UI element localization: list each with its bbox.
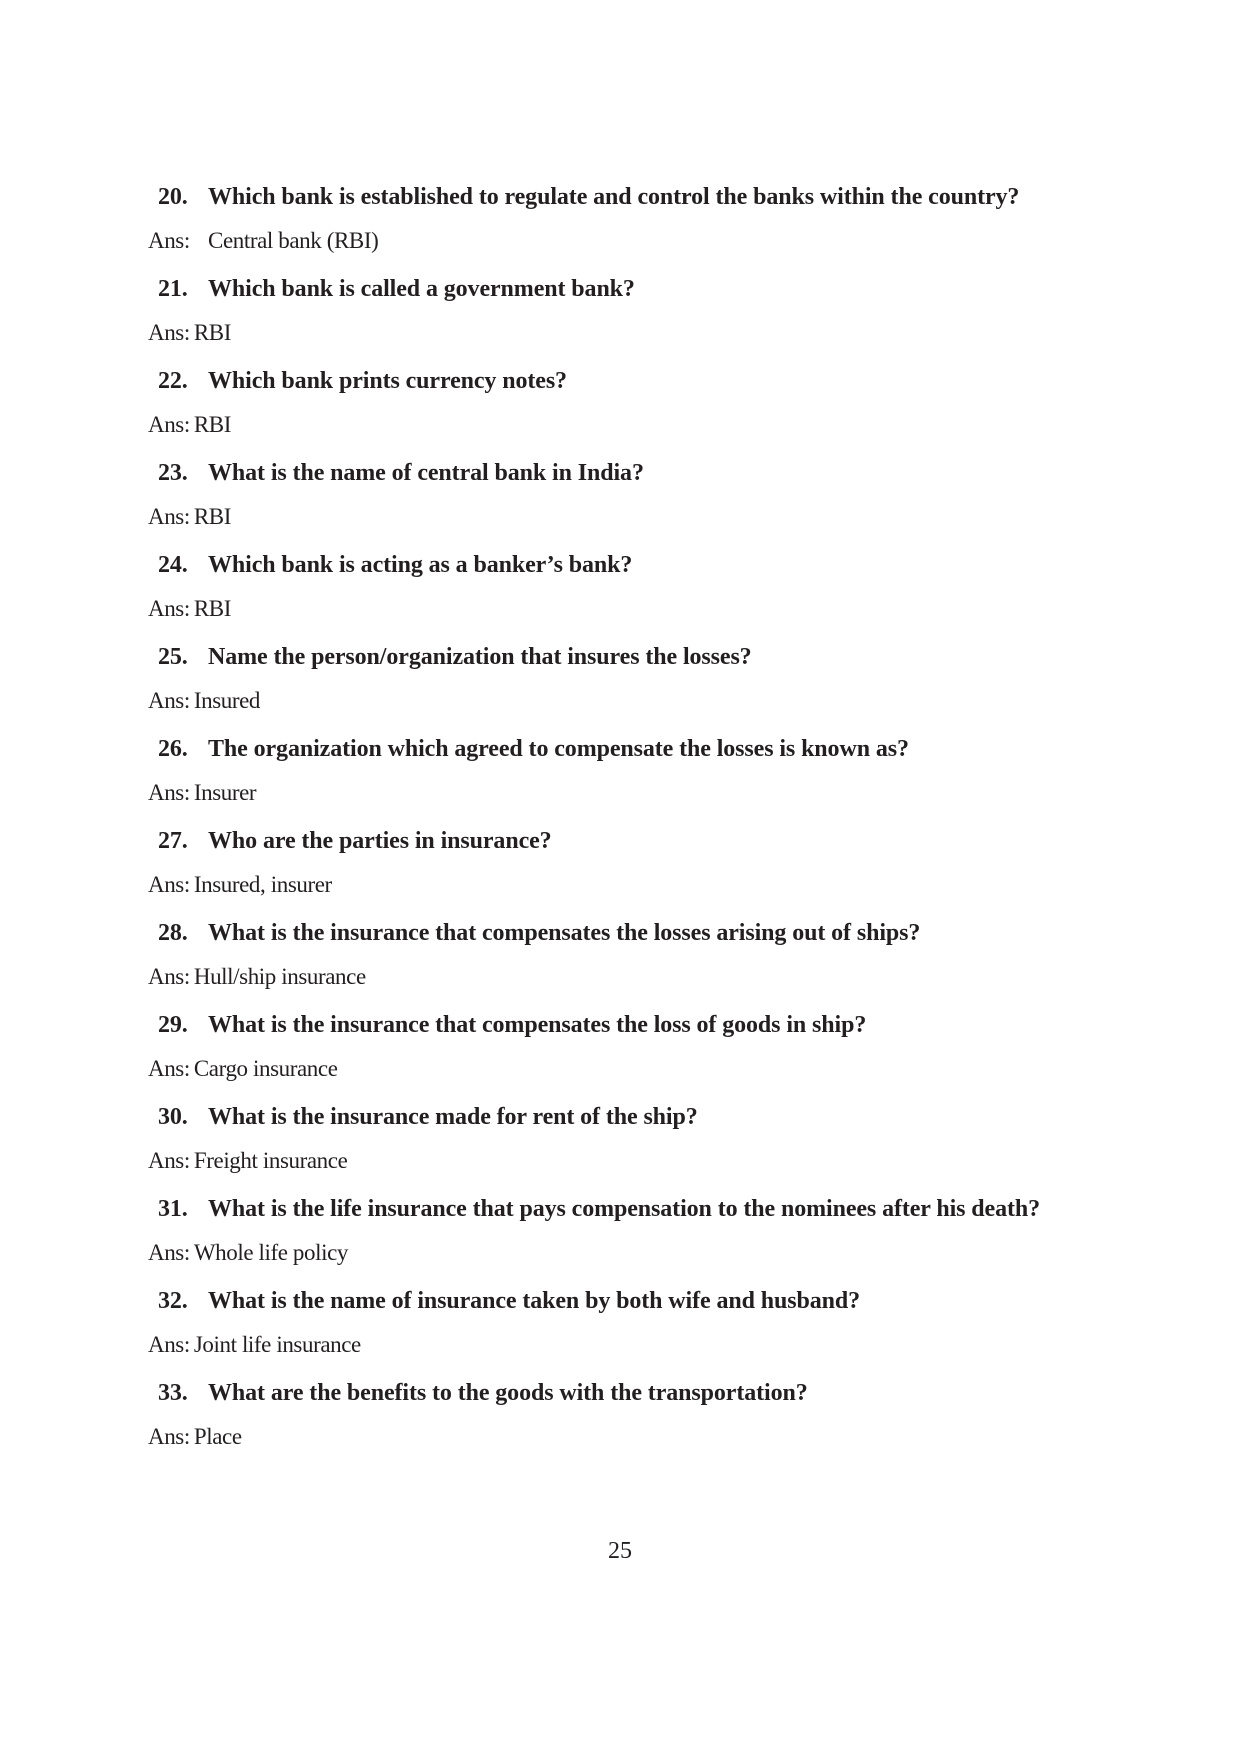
question-text: What is the name of central bank in India? <box>208 460 644 486</box>
qa-item-29 <box>148 1008 1108 1086</box>
question <box>148 1008 1108 1042</box>
question-text: The organization which agreed to compensate the losses is known as? <box>208 736 909 762</box>
answer-text: RBI <box>193 504 232 529</box>
question-text: Which bank is called a government bank? <box>208 276 635 302</box>
answer-label: Ans: <box>148 320 190 345</box>
qa-item-27 <box>148 824 1108 902</box>
question <box>148 456 1108 490</box>
question-number: 24. <box>158 552 188 578</box>
answer-label: Ans: <box>148 596 190 621</box>
question-number: 20. <box>158 184 188 210</box>
answer-text: RBI <box>193 320 232 345</box>
question <box>148 272 1108 306</box>
answer-text: Central bank (RBI) <box>208 228 379 253</box>
qa-item-33 <box>148 1376 1108 1454</box>
answer-label: Ans: <box>148 688 190 713</box>
qa-item-28 <box>148 916 1108 994</box>
question-text: What are the benefits to the goods with the transportation? <box>208 1380 808 1406</box>
qa-list <box>148 180 1108 1468</box>
answer <box>148 1420 1108 1454</box>
question-number: 28. <box>158 920 188 946</box>
question-text: Who are the parties in insurance? <box>208 828 552 854</box>
answer-label: Ans: <box>148 1240 190 1265</box>
qa-item-22 <box>148 364 1108 442</box>
answer-text: Freight insurance <box>193 1148 348 1173</box>
answer-text: Place <box>193 1424 242 1449</box>
answer-label: Ans: <box>148 1148 190 1173</box>
answer <box>148 1328 1108 1362</box>
question-number: 23. <box>158 460 188 486</box>
question <box>148 364 1108 398</box>
qa-item-31 <box>148 1192 1108 1270</box>
question-number: 22. <box>158 368 188 394</box>
answer-text: RBI <box>193 596 232 621</box>
question-text: What is the name of insurance taken by both wife and husband? <box>208 1288 861 1314</box>
qa-item-24 <box>148 548 1108 626</box>
answer <box>148 592 1108 626</box>
answer-text: RBI <box>193 412 232 437</box>
answer-text: Whole life policy <box>193 1240 349 1265</box>
answer-label: Ans: <box>148 412 190 437</box>
qa-item-23 <box>148 456 1108 534</box>
answer <box>148 960 1108 994</box>
qa-item-20 <box>148 180 1108 258</box>
answer-text: Insured, insurer <box>193 872 332 897</box>
answer <box>148 1144 1108 1178</box>
answer-label: Ans: <box>148 1056 190 1081</box>
question-number: 29. <box>158 1012 188 1038</box>
question-number: 21. <box>158 276 188 302</box>
answer-label: Ans: <box>148 780 190 805</box>
answer <box>148 776 1108 810</box>
answer-label: Ans: <box>148 872 190 897</box>
question-text: What is the insurance that compensates the losses arising out of ships? <box>208 920 921 946</box>
question-text: Which bank is acting as a banker’s bank? <box>208 552 633 578</box>
question <box>148 180 1108 214</box>
question <box>148 1100 1108 1134</box>
qa-item-32 <box>148 1284 1108 1362</box>
answer-label: Ans: <box>148 1332 190 1357</box>
answer <box>148 1236 1108 1270</box>
answer-text: Insurer <box>193 780 257 805</box>
qa-item-26 <box>148 732 1108 810</box>
answer-text: Insured <box>193 688 261 713</box>
answer <box>148 684 1108 718</box>
answer-label: Ans: <box>148 504 190 529</box>
question-number: 25. <box>158 644 188 670</box>
question-text: Name the person/organization that insures the losses? <box>208 644 752 670</box>
answer-text: Cargo insurance <box>193 1056 338 1081</box>
answer <box>148 868 1108 902</box>
answer <box>148 224 1108 258</box>
page-number: 25 <box>608 1538 632 1564</box>
question-number: 27. <box>158 828 188 854</box>
question-number: 26. <box>158 736 188 762</box>
question-number: 33. <box>158 1380 188 1406</box>
question-text: What is the insurance made for rent of the ship? <box>208 1104 698 1130</box>
question <box>148 1376 1108 1410</box>
question-number: 31. <box>158 1196 188 1222</box>
qa-item-21 <box>148 272 1108 350</box>
answer <box>148 408 1108 442</box>
question-text: Which bank is established to regulate and control the banks within the country? <box>208 184 1020 210</box>
answer-label: Ans: <box>148 964 190 989</box>
answer-label: Ans: <box>148 1424 190 1449</box>
answer-text: Joint life insurance <box>193 1332 361 1357</box>
question <box>148 824 1108 858</box>
question-text: What is the insurance that compensates the loss of goods in ship? <box>208 1012 867 1038</box>
answer <box>148 500 1108 534</box>
question <box>148 1284 1108 1318</box>
question <box>148 732 1108 766</box>
qa-item-25 <box>148 640 1108 718</box>
question <box>148 1192 1108 1226</box>
question-number: 32. <box>158 1288 188 1314</box>
question-number: 30. <box>158 1104 188 1130</box>
question <box>148 548 1108 582</box>
answer-label: Ans: <box>148 228 190 253</box>
question <box>148 916 1108 950</box>
question-text: What is the life insurance that pays compensation to the nominees after his death? <box>208 1196 1041 1222</box>
answer-text: Hull/ship insurance <box>193 964 366 989</box>
question <box>148 640 1108 674</box>
answer <box>148 316 1108 350</box>
question-text: Which bank prints currency notes? <box>208 368 567 394</box>
qa-item-30 <box>148 1100 1108 1178</box>
answer <box>148 1052 1108 1086</box>
